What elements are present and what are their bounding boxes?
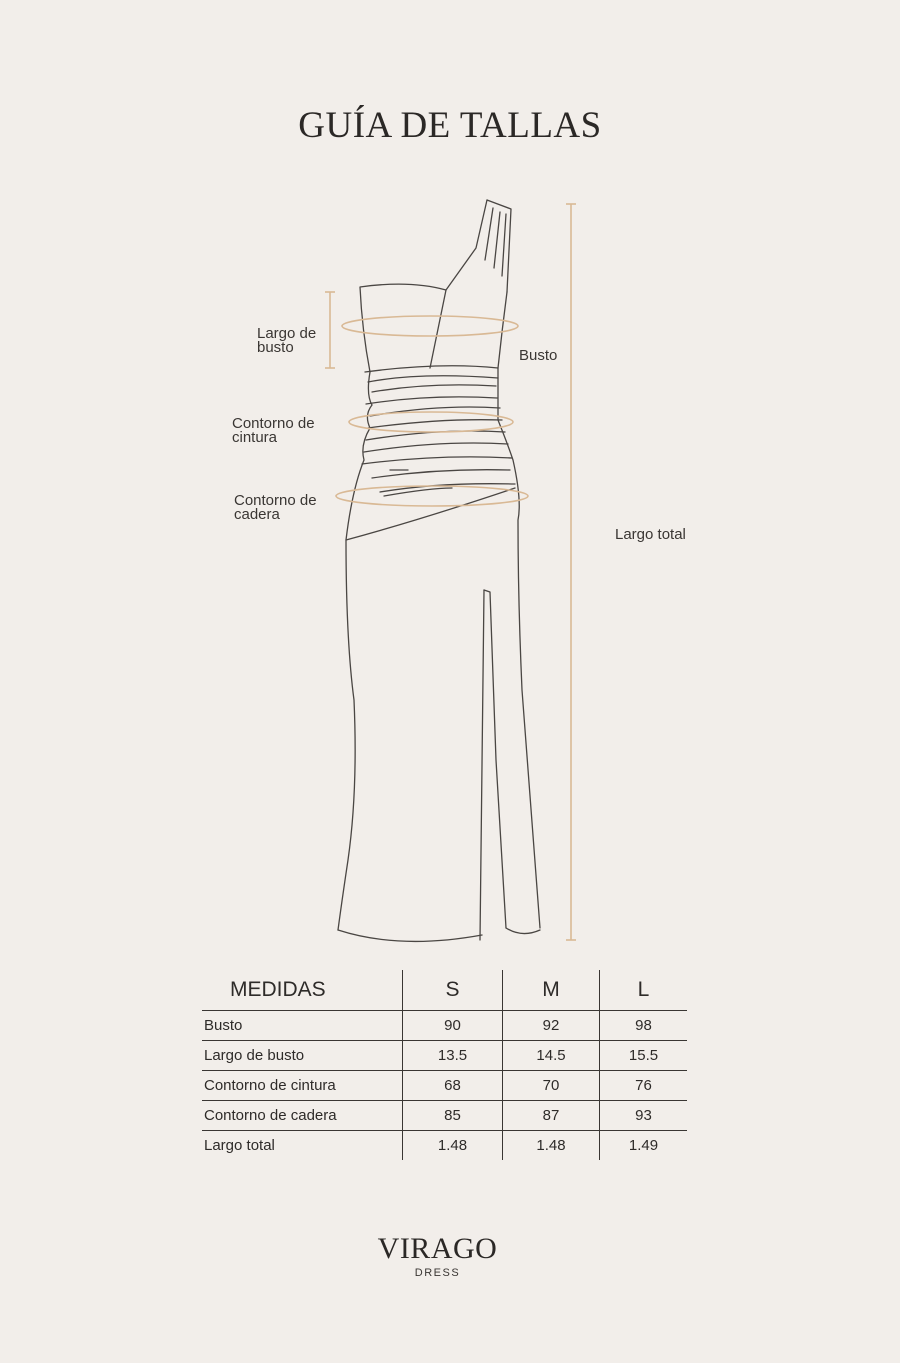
value-l: 93: [600, 1101, 688, 1131]
size-header-s: S: [403, 970, 503, 1011]
table-row: [202, 1101, 687, 1131]
value-s: 68: [403, 1071, 503, 1101]
measure-name: Contorno de cintura: [202, 1071, 403, 1101]
dress-outline: [338, 200, 540, 941]
label-contorno-cadera: Contorno de cadera: [234, 492, 317, 523]
brand-logo: [0, 1232, 875, 1279]
table-row: [202, 1071, 687, 1101]
value-l: 1.49: [600, 1131, 688, 1161]
value-m: 92: [503, 1011, 600, 1041]
page-title: GUÍA DE TALLAS: [298, 105, 602, 146]
bust-measure-ring: [342, 316, 518, 336]
total-length-guide: [566, 204, 576, 940]
measures-header: MEDIDAS: [202, 970, 403, 1011]
measure-name: Largo total: [204, 1137, 275, 1154]
value-m: 14.5: [503, 1041, 600, 1071]
value-m: 87: [503, 1101, 600, 1131]
measure-name: Busto: [202, 1011, 403, 1041]
value-s: 90: [403, 1011, 503, 1041]
value-m: 70: [503, 1071, 600, 1101]
label-largo-total: Largo total: [615, 526, 686, 543]
size-header-m: M: [503, 970, 600, 1011]
label-contorno-cintura: Contorno de cintura: [232, 415, 315, 446]
measure-name: Largo de busto: [202, 1041, 403, 1071]
value-m: 1.48: [503, 1131, 600, 1161]
size-table-header: [202, 970, 687, 1011]
value-l: 76: [600, 1071, 688, 1101]
measure-name: Contorno de cadera: [202, 1101, 403, 1131]
brand-name: VIRAGO: [377, 1232, 498, 1265]
table-row: [202, 1041, 687, 1071]
label-largo-busto: Largo de busto: [257, 325, 317, 356]
value-s: 13.5: [403, 1041, 503, 1071]
size-header-l: L: [600, 970, 688, 1011]
value-s: 1.48: [403, 1131, 503, 1161]
table-row: [202, 1131, 687, 1161]
value-l: 15.5: [600, 1041, 688, 1071]
value-s: 85: [403, 1101, 503, 1131]
size-table: [202, 970, 687, 1160]
value-l: 98: [600, 1011, 688, 1041]
label-busto: Busto: [519, 347, 558, 364]
table-row: [202, 1011, 687, 1041]
brand-subtitle: DRESS: [414, 1267, 461, 1279]
measure-guides: [325, 204, 576, 940]
bust-length-guide: [325, 292, 335, 368]
